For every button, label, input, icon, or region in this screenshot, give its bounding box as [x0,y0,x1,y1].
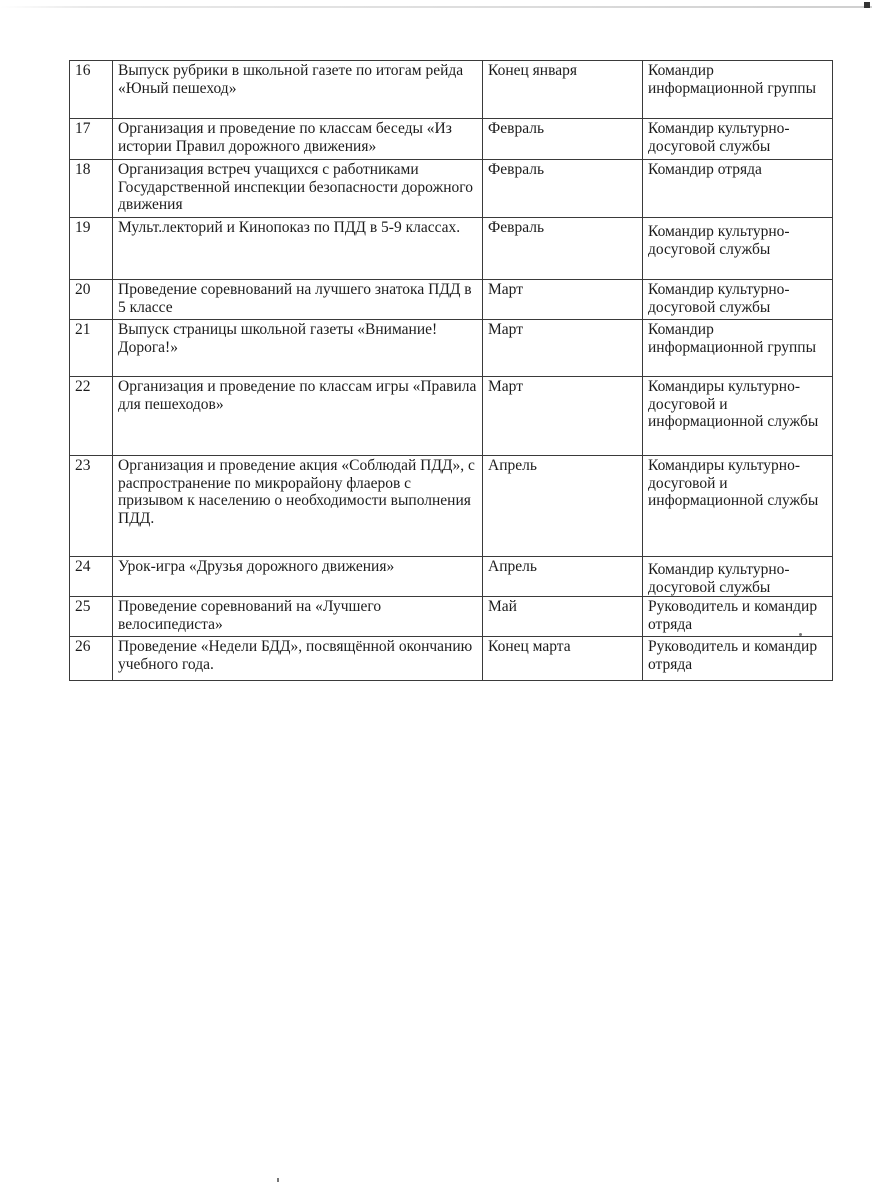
date-cell: Апрель [483,557,643,597]
responsible-cell: Командир культурно-досуговой службы [643,119,833,160]
date-cell: Конец марта [483,637,643,681]
responsible-cell: Командиры культурно-досуговой и информационной службы [643,377,833,456]
date-cell: Февраль [483,119,643,160]
row-number: 21 [70,320,113,377]
responsible-cell: Командир культурно-досуговой службы [643,280,833,320]
event-cell: Организация встреч учащихся с работниками Государственной инспекции безопасности дорожного движения [113,160,483,218]
responsible-cell: Командир культурно-досуговой службы [643,557,833,597]
date-cell: Март [483,280,643,320]
event-cell: Проведение соревнований на лучшего знатока ПДД в 5 классе [113,280,483,320]
responsible-cell: Командир информационной группы [643,61,833,119]
table-row [70,456,833,557]
table-row [70,61,833,119]
row-number: 25 [70,597,113,637]
date-cell: Март [483,377,643,456]
event-cell: Мульт.лекторий и Кинопоказ по ПДД в 5-9 классах. [113,218,483,280]
scan-speck [799,633,802,636]
date-cell: Конец января [483,61,643,119]
date-cell: Май [483,597,643,637]
table-row [70,597,833,637]
row-number: 16 [70,61,113,119]
table-row [70,160,833,218]
date-cell: Февраль [483,160,643,218]
responsible-cell: Командир отряда [643,160,833,218]
event-plan-table [69,60,833,681]
event-cell: Организация и проведение по классам игры «Правила для пешеходов» [113,377,483,456]
date-cell: Апрель [483,456,643,557]
table-row [70,637,833,681]
date-cell: Март [483,320,643,377]
table-row [70,320,833,377]
row-number: 23 [70,456,113,557]
row-number: 18 [70,160,113,218]
table-row [70,119,833,160]
event-cell: Урок-игра «Друзья дорожного движения» [113,557,483,597]
event-cell: Выпуск страницы школьной газеты «Внимание! Дорога!» [113,320,483,377]
row-number: 24 [70,557,113,597]
row-number: 19 [70,218,113,280]
table-row [70,218,833,280]
event-cell: Организация и проведение акция «Соблюдай ПДД», с распространение по микрорайону флаеров с призывом к населению о необходимости выполнения ПДД. [113,456,483,557]
scan-edge-line [0,6,872,8]
responsible-cell: Командиры культурно-досуговой и информационной службы [643,456,833,557]
responsible-cell: Командир культурно-досуговой службы [643,218,833,280]
row-number: 20 [70,280,113,320]
date-cell: Февраль [483,218,643,280]
responsible-cell: Командир информационной группы [643,320,833,377]
event-cell: Организация и проведение по классам беседы «Из истории Правил дорожного движения» [113,119,483,160]
responsible-cell: Руководитель и командир отряда [643,637,833,681]
row-number: 17 [70,119,113,160]
scan-corner-mark [864,2,870,8]
event-cell: Проведение «Недели БДД», посвящённой окончанию учебного года. [113,637,483,681]
table-row [70,557,833,597]
event-cell: Проведение соревнований на «Лучшего велосипедиста» [113,597,483,637]
row-number: 22 [70,377,113,456]
event-cell: Выпуск рубрики в школьной газете по итогам рейда «Юный пешеход» [113,61,483,119]
responsible-cell: Руководитель и командир отряда [643,597,833,637]
table-row [70,280,833,320]
row-number: 26 [70,637,113,681]
table-row [70,377,833,456]
scan-speck [277,1178,279,1182]
